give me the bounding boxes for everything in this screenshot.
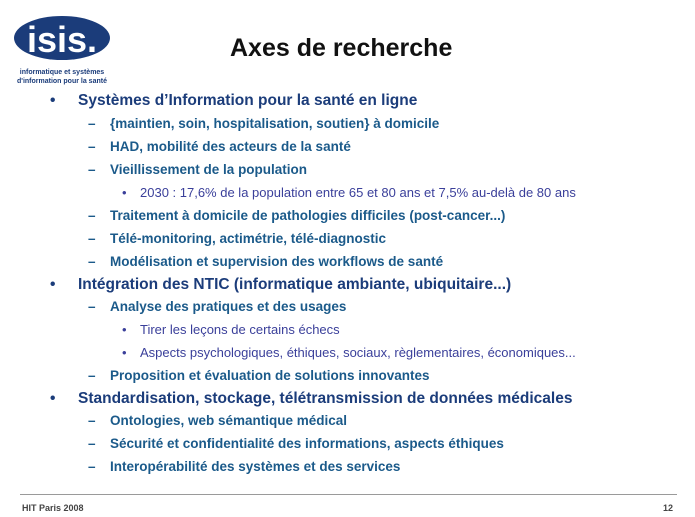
list-item-text: Intégration des NTIC (informatique ambiante, ubiquitaire...) — [78, 276, 512, 293]
dash-marker: – — [88, 139, 96, 154]
list-item-text: Systèmes d’Information pour la santé en ligne — [78, 92, 418, 109]
list-item-text: Interopérabilité des systèmes et des services — [110, 459, 401, 474]
dash-marker: – — [88, 413, 96, 428]
list-item-text: Aspects psychologiques, éthiques, sociaux, règlementaires, économiques... — [140, 345, 576, 360]
list-item-text: {maintien, soin, hospitalisation, soutien} à domicile — [110, 116, 440, 131]
list-item-text: Standardisation, stockage, télétransmission de données médicales — [78, 390, 573, 407]
dash-marker: – — [88, 208, 96, 223]
bullet-marker: • — [50, 92, 56, 109]
slide-title: Axes de recherche — [230, 34, 453, 62]
logo-tagline-line-1: informatique et systèmes — [19, 69, 105, 76]
list-item-text: 2030 : 17,6% de la population entre 65 et 80 ans et 7,5% au-delà de 80 ans — [140, 185, 576, 200]
bullet-marker: • — [50, 276, 56, 293]
bullet-marker: • — [122, 185, 127, 200]
bullet-marker: • — [50, 390, 56, 407]
logo-tagline — [10, 68, 114, 86]
list-item-text: Sécurité et confidentialité des informations, aspects éthiques — [110, 436, 504, 451]
page-number: 12 — [662, 503, 673, 513]
dash-marker: – — [88, 368, 96, 383]
dash-marker: – — [88, 254, 96, 269]
isis-logo — [12, 10, 120, 90]
dash-marker: – — [88, 436, 96, 451]
dash-marker: – — [88, 231, 96, 246]
logo-tagline-line-2: d'information pour la santé — [17, 78, 107, 85]
dash-marker: – — [88, 162, 96, 177]
list-item-text: Vieillissement de la population — [110, 162, 308, 177]
list-item-text: Tirer les leçons de certains échecs — [140, 322, 340, 337]
bullet-marker: • — [122, 322, 127, 337]
footer-event-label: HIT Paris 2008 — [22, 503, 84, 513]
list-item-text: Analyse des pratiques et des usages — [110, 299, 347, 314]
footer-divider — [20, 494, 677, 495]
list-item-text: Télé-monitoring, actimétrie, télé-diagnostic — [110, 231, 387, 246]
logo-word: isis. — [26, 19, 98, 60]
dash-marker: – — [88, 459, 96, 474]
list-item-text: Ontologies, web sémantique médical — [110, 413, 348, 428]
bullet-marker: • — [122, 345, 127, 360]
list-item-text: HAD, mobilité des acteurs de la santé — [110, 139, 351, 154]
dash-marker: – — [88, 299, 96, 314]
list-item-text: Modélisation et supervision des workflows de santé — [110, 254, 444, 269]
dash-marker: – — [88, 116, 96, 131]
isis-logo-mark — [12, 10, 120, 68]
list-item-text: Proposition et évaluation de solutions innovantes — [110, 368, 430, 383]
list-item-text: Traitement à domicile de pathologies difficiles (post-cancer...) — [110, 208, 506, 223]
